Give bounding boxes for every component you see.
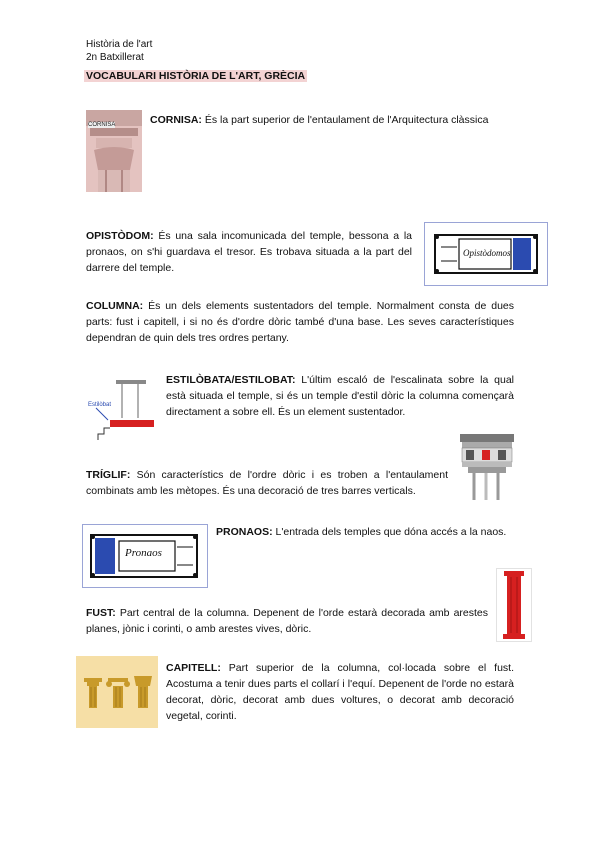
opistodom-plan-image <box>424 222 548 286</box>
page-title: VOCABULARI HISTÒRIA DE L'ART, GRÈCIA <box>86 70 306 82</box>
entry-cornisa <box>150 112 530 128</box>
def-cornisa: És la part superior de l'entaulament de l'Arquitectura clàssica <box>204 114 489 126</box>
def-columna: És un dels elements sustentadors del temple. Normalment consta de dues parts: fust i capitell, i si no és d'ordre dòric també d'una base. Les seves característiques dependran de quin dels tres ordres pertany. <box>86 300 514 344</box>
term-pronaos: PRONAOS: <box>216 526 273 538</box>
term-estilobata: ESTILÒBATA/ESTILOBAT: <box>166 374 296 386</box>
def-capitell: Part superior de la columna, col·locada sobre el fust. Acostuma a tenir dues parts el collarí i l'equí. Depenent de l'orde no estarà decorat, dòric, decorat amb dues voltures, o decorat amb decoració vegetal, corinti. <box>166 662 515 722</box>
cornisa-image-label: CORNISA <box>88 122 116 128</box>
entry-pronaos <box>216 524 514 540</box>
term-capitell: CAPITELL: <box>166 662 221 674</box>
header-line1: Història de l'art <box>86 39 153 50</box>
header-line2: 2n Batxillerat <box>86 52 144 63</box>
term-cornisa: CORNISA: <box>150 114 202 126</box>
entry-columna <box>86 298 514 346</box>
term-fust: FUST: <box>86 607 116 619</box>
fust-image <box>496 568 532 642</box>
def-fust: Part central de la columna. Depenent de l'orde estarà decorada amb arestes planes, jònic i corinti, o amb arestes vives, dòric. <box>86 607 489 635</box>
term-opistodom: OPISTÒDOM: <box>86 230 154 242</box>
def-triglif: Són característics de l'ordre dòric i es troben a l'entaulament combinats amb les mètopes. És una decoració de tres barres verticals. <box>86 469 449 497</box>
estilobata-image-label: Estilòbat <box>88 402 112 408</box>
term-columna: COLUMNA: <box>86 300 144 312</box>
pronaos-plan-image <box>82 524 208 588</box>
capitell-image <box>76 656 158 728</box>
def-estilobata: L'últim escaló de l'escalinata sobre la qual està situada el temple, si és un temple d'estil dòric la columna començarà directament a sobre ell. És un element sustentador. <box>166 374 514 418</box>
estilobata-image <box>86 374 158 446</box>
pronaos-image-label: Pronaos <box>125 547 162 559</box>
entry-triglif <box>86 467 448 499</box>
def-opistodom: És una sala incomunicada del temple, bessona a la pronaos, on s'hi guardava el tresor. Es trobava situada a la part del darrere del temple. <box>86 230 412 274</box>
def-pronaos: L'entrada dels temples que dóna accés a la naos. <box>275 526 507 538</box>
entry-capitell <box>166 660 514 724</box>
opistodom-image-label: Opistòdomos <box>463 248 511 258</box>
triglif-image <box>460 434 514 500</box>
entry-opistodom <box>86 228 412 276</box>
cornisa-image <box>86 110 142 192</box>
document-header <box>86 38 152 64</box>
entry-estilobata <box>166 372 514 420</box>
entry-fust <box>86 605 488 637</box>
term-triglif: TRÍGLIF: <box>86 469 131 481</box>
